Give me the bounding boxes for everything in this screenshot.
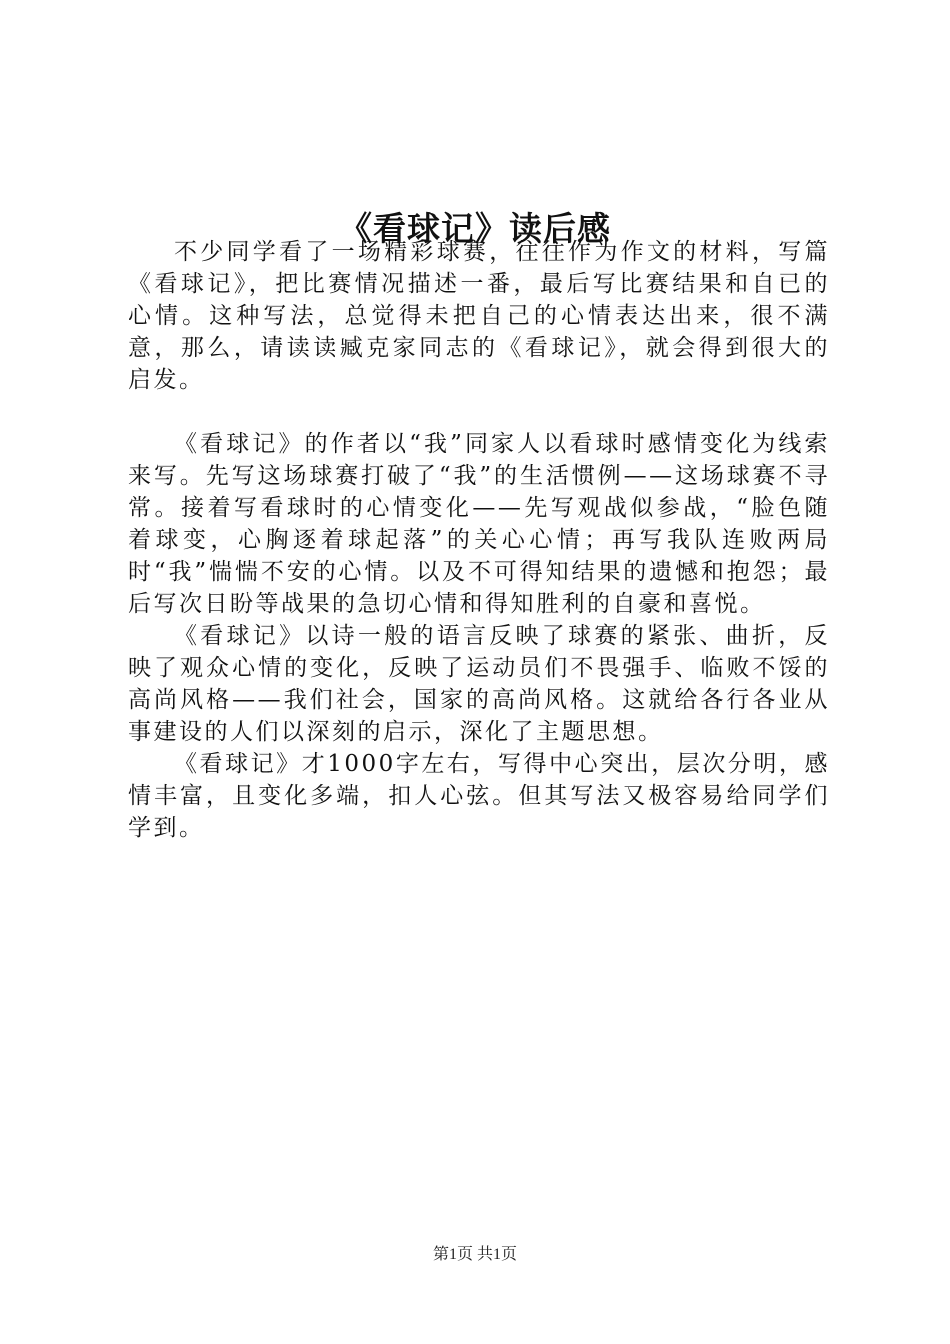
page-footer: 第1页 共1页	[432, 1246, 517, 1263]
paragraph-intro: 不少同学看了一场精彩球赛，往往作为作文的材料，写篇《看球记》，把比赛情况描述一番，最后写比赛结果和自已的心情。这种写法，总觉得未把自己的心情表达出来，很不满意，那么，请读读臧克家同志的《看球记》，就会得到很大的启发。	[128, 239, 830, 393]
paragraph-conclusion: 《看球记》才1000字左右，写得中心突出，层次分明，感情丰富，且变化多端，扣人心弦。但其写法又极容易给同学们学到。	[128, 751, 830, 841]
paragraph-theme: 《看球记》以诗一般的语言反映了球赛的紧张、曲折，反映了观众心情的变化，反映了运动员们不畏强手、临败不馁的高尚风格——我们社会，国家的高尚风格。这就给各行各业从事建设的人们以深刻的启示，深化了主题思想。	[128, 623, 830, 745]
document-body	[128, 236, 830, 844]
paragraph-structure: 《看球记》的作者以“我”同家人以看球时感情变化为线索来写。先写这场球赛打破了“我”的生活惯例——这场球赛不寻常。接着写看球时的心情变化——先写观战似参战，“脸色随着球变，心胸逐着球起落”的关心心情；再写我队连败两局时“我”惴惴不安的心情。以及不可得知结果的遗憾和抱怨；最后写次日盼等战果的急切心情和得知胜利的自豪和喜悦。	[128, 431, 830, 617]
document-title: 《看球记》读后感	[339, 209, 611, 249]
